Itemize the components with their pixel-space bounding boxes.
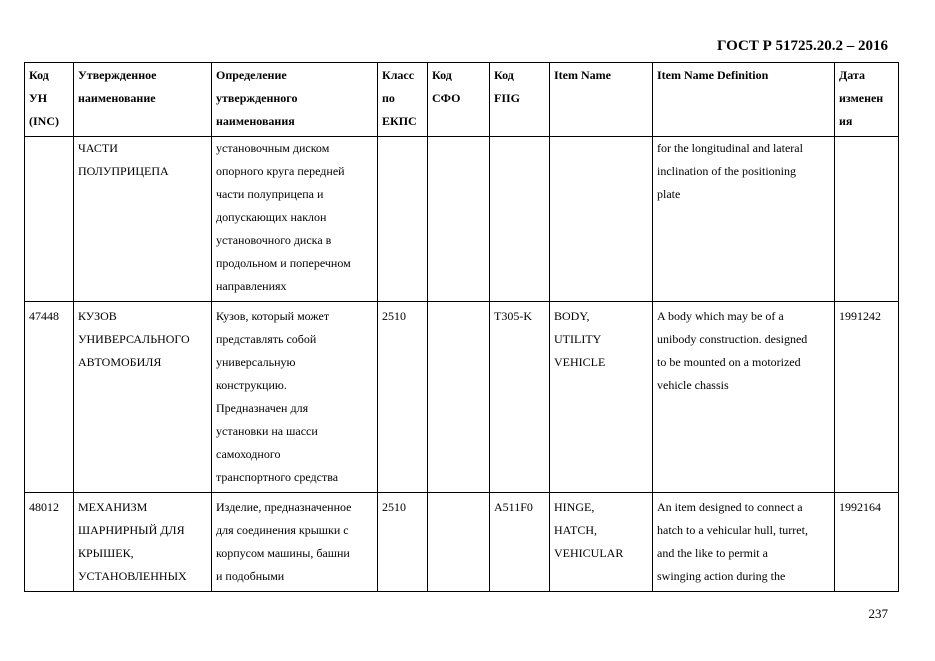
cell-text-line: универсальную	[216, 355, 296, 369]
table-cell	[490, 493, 550, 592]
cell-text-line: An item designed to connect a	[657, 500, 803, 514]
cell-text-line: части полуприцепа и	[216, 187, 324, 201]
cell-text-line: A body which may be of a	[657, 309, 784, 323]
header-cell	[550, 63, 653, 137]
cell-text-line: HATCH,	[554, 523, 598, 537]
cell-text-line: представлять собой	[216, 332, 317, 346]
cell-text-line: 1991242	[839, 309, 881, 323]
cell-text-line: VEHICULAR	[554, 546, 624, 560]
table-cell	[653, 302, 835, 493]
table-cell	[378, 493, 428, 592]
cell-text-line: Кузов, который может	[216, 309, 330, 323]
data-table	[24, 62, 899, 592]
cell-text-line: продольном и поперечном	[216, 256, 351, 270]
header-label-line: Код	[494, 68, 514, 82]
table-cell	[74, 493, 212, 592]
header-label-line: Item Name	[554, 68, 611, 82]
cell-text-line: vehicle chassis	[657, 378, 729, 392]
cell-text-line: HINGE,	[554, 500, 595, 514]
table-cell	[653, 493, 835, 592]
table-cell	[550, 302, 653, 493]
cell-text-line: для соединения крышки с	[216, 523, 349, 537]
cell-text-line: VEHICLE	[554, 355, 606, 369]
header-label-line: Item Name Definition	[657, 68, 769, 82]
cell-text-line: корпусом машины, башни	[216, 546, 350, 560]
cell-text-line: 2510	[382, 500, 406, 514]
header-label-line: по	[382, 91, 395, 105]
cell-text-line: plate	[657, 187, 681, 201]
cell-text-line: установочного диска в	[216, 233, 332, 247]
cell-text-line: УНИВЕРСАЛЬНОГО	[78, 332, 190, 346]
header-label-line: изменен	[839, 91, 884, 105]
table-row	[25, 302, 899, 493]
header-cell	[212, 63, 378, 137]
table-cell	[653, 137, 835, 302]
header-cell	[378, 63, 428, 137]
table-cell	[25, 137, 74, 302]
table-cell	[428, 137, 490, 302]
cell-text-line: МЕХАНИЗМ	[78, 500, 148, 514]
cell-text-line: опорного круга передней	[216, 164, 345, 178]
cell-text-line: inclination of the positioning	[657, 164, 796, 178]
header-label-line: наименование	[78, 91, 156, 105]
cell-text-line: ШАРНИРНЫЙ ДЛЯ	[78, 523, 185, 537]
header-label-line: Код	[29, 68, 49, 82]
header-cell	[428, 63, 490, 137]
header-label-line: Код	[432, 68, 452, 82]
table-cell	[74, 302, 212, 493]
table-cell	[428, 493, 490, 592]
header-label-line: УН	[29, 91, 48, 105]
cell-text-line: УСТАНОВЛЕННЫХ	[78, 569, 187, 583]
table-cell	[550, 137, 653, 302]
cell-text-line: and the like to permit a	[657, 546, 768, 560]
table-cell	[25, 302, 74, 493]
header-label-line: утвержденного	[216, 91, 298, 105]
cell-text-line: 2510	[382, 309, 406, 323]
table-header-row	[25, 63, 899, 137]
cell-text-line: T305-K	[494, 309, 532, 323]
table-cell	[835, 137, 899, 302]
cell-text-line: A511F0	[494, 500, 533, 514]
page-number: 237	[868, 606, 888, 621]
header-cell	[653, 63, 835, 137]
cell-text-line: 48012	[29, 500, 59, 514]
cell-text-line: конструкцию.	[216, 378, 287, 392]
header-label-line: ия	[839, 114, 853, 128]
cell-text-line: направлениях	[216, 279, 287, 293]
cell-text-line: BODY,	[554, 309, 590, 323]
cell-text-line: Изделие, предназначенное	[216, 500, 352, 514]
header-label-line: Класс	[382, 68, 415, 82]
cell-text-line: и подобными	[216, 569, 285, 583]
table-cell	[490, 137, 550, 302]
cell-text-line: to be mounted on a motorized	[657, 355, 801, 369]
header-label-line: ЕКПС	[382, 114, 417, 128]
cell-text-line: КУЗОВ	[78, 309, 117, 323]
table-cell	[835, 302, 899, 493]
table-cell	[212, 137, 378, 302]
cell-text-line: 47448	[29, 309, 59, 323]
table-row	[25, 493, 899, 592]
cell-text-line: Предназначен для	[216, 401, 309, 415]
header-label-line: СФО	[432, 91, 461, 105]
cell-text-line: for the longitudinal and lateral	[657, 141, 803, 155]
cell-text-line: unibody construction. designed	[657, 332, 808, 346]
table-cell	[550, 493, 653, 592]
table-row	[25, 137, 899, 302]
cell-text-line: КРЫШЕК,	[78, 546, 134, 560]
table-cell	[378, 302, 428, 493]
cell-text-line: 1992164	[839, 500, 881, 514]
cell-text-line: hatch to a vehicular hull, turret,	[657, 523, 808, 537]
table-cell	[74, 137, 212, 302]
header-label-line: Утвержденное	[78, 68, 157, 82]
cell-text-line: установки на шасси	[216, 424, 318, 438]
cell-text-line: транспортного средства	[216, 470, 339, 484]
table-cell	[25, 493, 74, 592]
cell-text-line: UTILITY	[554, 332, 602, 346]
table-cell	[490, 302, 550, 493]
cell-text-line: АВТОМОБИЛЯ	[78, 355, 162, 369]
table-cell	[428, 302, 490, 493]
header-label-line: (INC)	[29, 114, 59, 128]
header-label-line: наименования	[216, 114, 295, 128]
table-cell	[212, 302, 378, 493]
header-cell	[25, 63, 74, 137]
header-cell	[74, 63, 212, 137]
header-label-line: FIIG	[494, 91, 521, 105]
cell-text-line: ЧАСТИ	[78, 141, 118, 155]
table-cell	[378, 137, 428, 302]
cell-text-line: самоходного	[216, 447, 281, 461]
cell-text-line: ПОЛУПРИЦЕПА	[78, 164, 169, 178]
header-cell	[835, 63, 899, 137]
cell-text-line: допускающих наклон	[216, 210, 327, 224]
cell-text-line: swinging action during the	[657, 569, 786, 583]
table-cell	[212, 493, 378, 592]
table-cell	[835, 493, 899, 592]
cell-text-line: установочным диском	[216, 141, 330, 155]
header-label-line: Дата	[839, 68, 865, 82]
header-cell	[490, 63, 550, 137]
document-title: ГОСТ Р 51725.20.2 – 2016	[716, 38, 888, 54]
header-label-line: Определение	[216, 68, 287, 82]
